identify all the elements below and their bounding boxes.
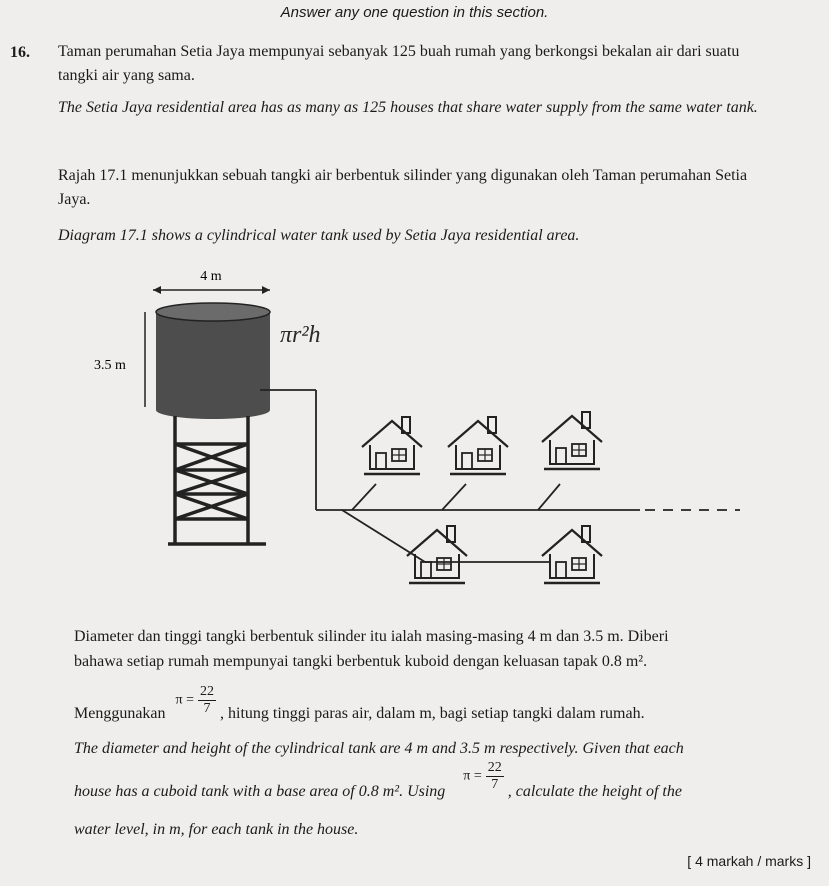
pi-denominator: 7 [491,777,499,792]
water-pipe [260,390,740,562]
paragraph-3-english-line-1: The diameter and height of the cylindrical tank are 4 m and 3.5 m respectively. Given that each [74,740,684,757]
height-label: 3.5 m [94,358,126,373]
house [407,526,467,583]
pi-symbol: π = [463,768,482,784]
paragraph-2-malay: Rajah 17.1 menunjukkan sebuah tangki air berbentuk silinder yang digunakan oleh Taman perumahan Setia Jaya. [58,167,748,208]
paragraph-3-malay-line-1: Diameter dan tinggi tangki berbentuk silinder itu ialah masing-masing 4 m dan 3.5 m. Diberi [74,628,669,645]
paragraph-1-english: The Setia Jaya residential area has as many as 125 houses that share water supply from the same water tank. [58,99,758,116]
house [448,417,508,474]
menggunakan-text: Menggunakan [74,705,166,722]
paragraph-3-english-line-2 [74,760,794,804]
paragraph-2-english: Diagram 17.1 shows a cylindrical water tank used by Setia Jaya residential area. [58,227,580,244]
base-area-text: house has a cuboid tank with a base area of 0.8 m². Using [74,783,446,800]
pi-fraction [176,684,216,717]
question-number: 16. [10,44,30,61]
pi-numerator: 22 [200,684,214,699]
pi-fraction-english [463,760,503,793]
diameter-label: 4 m [200,269,222,284]
handwritten-formula: πr²h [280,322,321,348]
calculate-instruction-english: , calculate the height of the [507,783,682,800]
calculate-instruction-malay: , hitung tinggi paras air, dalam m, bagi setiap tangki dalam rumah. [220,705,645,722]
section-instruction: Answer any one question in this section. [280,4,549,21]
paragraph-3-malay-line-2: bahawa setiap rumah mempunyai tangki berbentuk kuboid dengan keluasan tapak 0.8 m². [74,653,648,670]
marks-allocation: [ 4 markah / marks ] [687,853,811,869]
paragraph-3-malay-line-3 [74,684,794,726]
house [362,417,422,474]
pi-symbol: π = [175,692,194,708]
pi-denominator: 7 [203,701,211,716]
paragraph-3-english-line-3: water level, in m, for each tank in the house. [74,821,359,838]
paragraph-1-malay: Taman perumahan Setia Jaya mempunyai sebanyak 125 buah rumah yang berkongsi bekalan air dari suatu tangki air yang sama. [58,43,740,84]
house [542,412,602,469]
house [542,526,602,583]
cylindrical-tank [156,303,270,419]
pi-numerator: 22 [487,760,502,775]
water-tank-diagram [80,262,760,612]
tank-tower [168,416,266,544]
